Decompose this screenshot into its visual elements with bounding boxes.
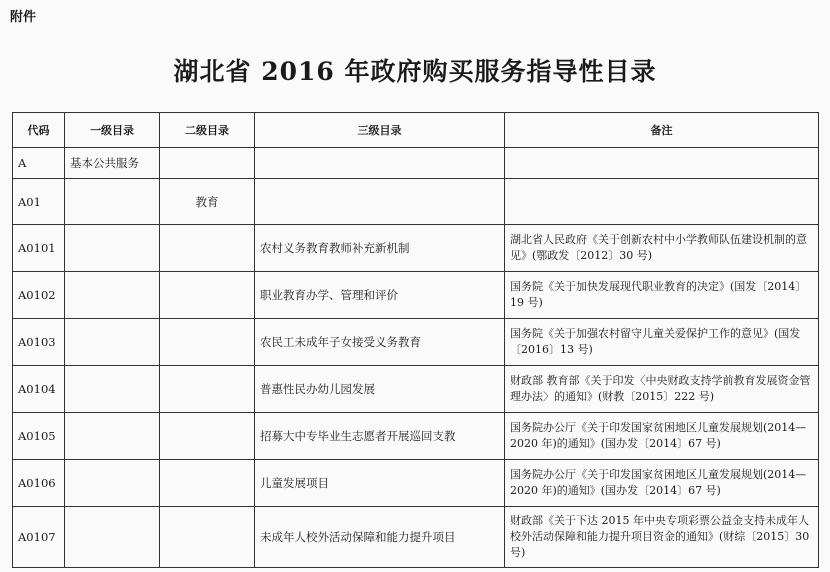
row-level1 xyxy=(65,506,160,567)
row-remarks: 国务院办公厅《关于印发国家贫困地区儿童发展规划(2014—2020 年)的通知》(国办发〔2014〕67 号) xyxy=(505,459,819,506)
attachment-label: 附件 xyxy=(10,10,37,25)
row-level1 xyxy=(65,272,160,319)
row-level1 xyxy=(65,413,160,460)
row-level2: 教育 xyxy=(160,178,255,225)
row-level3 xyxy=(255,178,505,225)
table-row xyxy=(13,178,819,225)
row-remarks: 财政部《关于下达 2015 年中央专项彩票公益金支持未成年人校外活动保障和能力提升项目资金的通知》(财综〔2015〕30 号) xyxy=(505,506,819,567)
header-row xyxy=(13,113,819,148)
row-level1 xyxy=(65,459,160,506)
row-level3 xyxy=(255,148,505,179)
row-code: A0101 xyxy=(13,225,65,272)
row-level1 xyxy=(65,225,160,272)
table-row xyxy=(13,148,819,179)
row-level3: 招募大中专毕业生志愿者开展巡回支教 xyxy=(255,413,505,460)
row-level1 xyxy=(65,366,160,413)
table-row xyxy=(13,459,819,506)
row-level3: 农民工未成年子女接受义务教育 xyxy=(255,319,505,366)
row-level3: 未成年人校外活动保障和能力提升项目 xyxy=(255,506,505,567)
table-row xyxy=(13,319,819,366)
row-level2 xyxy=(160,319,255,366)
row-remarks: 国务院《关于加强农村留守儿童关爱保护工作的意见》(国发〔2016〕13 号) xyxy=(505,319,819,366)
catalog-table xyxy=(12,112,819,568)
page-title: 湖北省 2016 年政府购买服务指导性目录 xyxy=(173,57,657,86)
row-remarks: 财政部 教育部《关于印发〈中央财政支持学前教育发展资金管理办法〉的通知》(财教〔2015〕222 号) xyxy=(505,366,819,413)
header-code: 代码 xyxy=(13,113,65,148)
row-level2 xyxy=(160,148,255,179)
row-level2 xyxy=(160,459,255,506)
row-remarks: 国务院《关于加快发展现代职业教育的决定》(国发〔2014〕19 号) xyxy=(505,272,819,319)
table-row xyxy=(13,225,819,272)
row-level1 xyxy=(65,178,160,225)
row-level3: 职业教育办学、管理和评价 xyxy=(255,272,505,319)
row-remarks: 国务院办公厅《关于印发国家贫困地区儿童发展规划(2014—2020 年)的通知》(国办发〔2014〕67 号) xyxy=(505,413,819,460)
table-row xyxy=(13,366,819,413)
table-row xyxy=(13,506,819,567)
row-level1: 基本公共服务 xyxy=(65,148,160,179)
table-row xyxy=(13,272,819,319)
row-level1 xyxy=(65,319,160,366)
row-level2 xyxy=(160,413,255,460)
header-remarks: 备注 xyxy=(505,113,819,148)
table-row xyxy=(13,413,819,460)
row-remarks xyxy=(505,148,819,179)
row-code: A0107 xyxy=(13,506,65,567)
row-code: A0104 xyxy=(13,366,65,413)
header-level2: 二级目录 xyxy=(160,113,255,148)
row-code: A0103 xyxy=(13,319,65,366)
header-level3: 三级目录 xyxy=(255,113,505,148)
row-code: A0102 xyxy=(13,272,65,319)
row-level3: 农村义务教育教师补充新机制 xyxy=(255,225,505,272)
header-level1: 一级目录 xyxy=(65,113,160,148)
row-level2 xyxy=(160,506,255,567)
row-remarks xyxy=(505,178,819,225)
row-remarks: 湖北省人民政府《关于创新农村中小学教师队伍建设机制的意见》(鄂政发〔2012〕30 号) xyxy=(505,225,819,272)
row-code: A xyxy=(13,148,65,179)
row-code: A0105 xyxy=(13,413,65,460)
row-code: A0106 xyxy=(13,459,65,506)
row-level2 xyxy=(160,366,255,413)
row-level2 xyxy=(160,225,255,272)
row-level2 xyxy=(160,272,255,319)
row-code: A01 xyxy=(13,178,65,225)
row-level3: 儿童发展项目 xyxy=(255,459,505,506)
row-level3: 普惠性民办幼儿园发展 xyxy=(255,366,505,413)
